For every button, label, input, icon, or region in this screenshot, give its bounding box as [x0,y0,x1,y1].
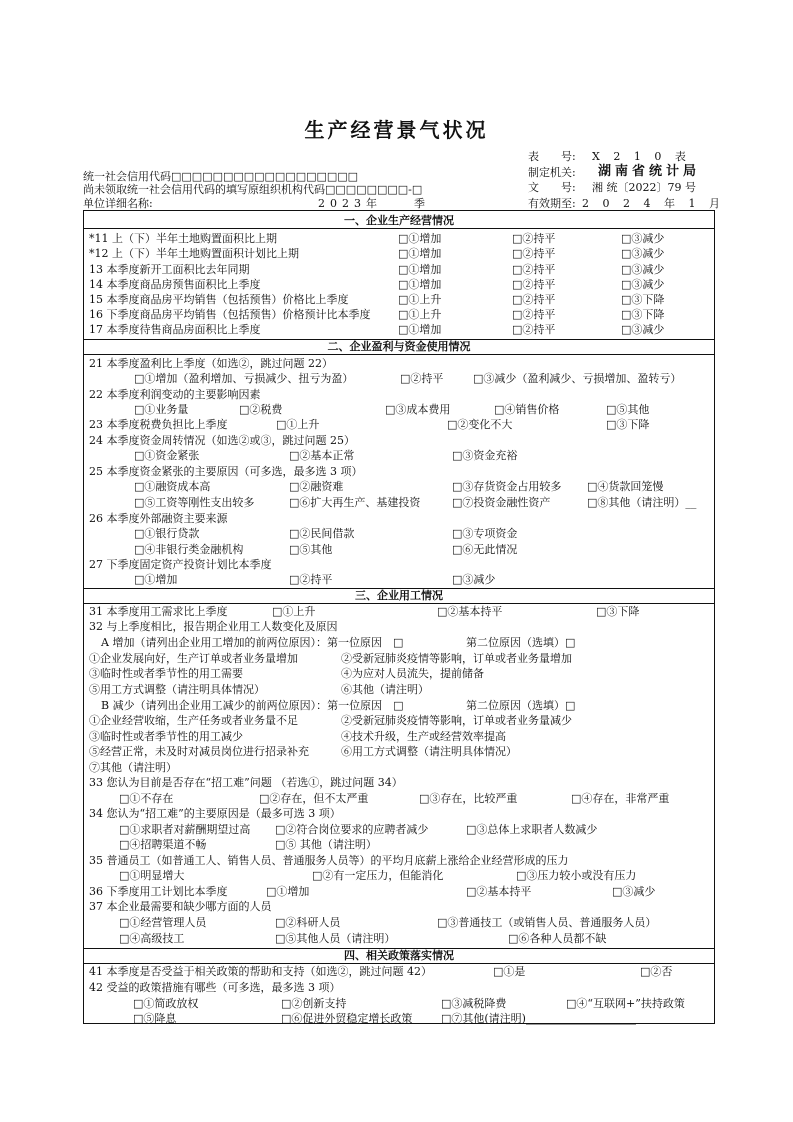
q42-option-6[interactable]: □⑥促进外贸稳定增长政策 [281,1012,413,1025]
q27-label: 27 下季度固定资产投资计划比本季度 [89,558,272,571]
q34-option-3[interactable]: □③总体上求职者人数减少 [466,823,598,836]
q24-label: 24 本季度资金周转情况（如选②或③，跳过问题 25） [89,434,355,447]
section-3-header: 三、企业用工情况 [355,589,443,602]
q13-option-3[interactable]: □③减少 [621,263,665,276]
q21-option-3[interactable]: □③减少（盈利减少、亏损增加、盈转亏） [473,372,682,385]
q22-option-1[interactable]: □①业务量 [134,403,189,416]
q32-decrease-reason-2: ②受新冠肺炎疫情等影响，订单或者业务量减少 [341,714,572,727]
page-title: 生产经营景气状况 [304,118,489,142]
q16-option-2[interactable]: □②持平 [512,308,556,321]
q24-option-3[interactable]: □③资金充裕 [452,449,518,462]
q15-option-2[interactable]: □②持平 [512,293,556,306]
q14-option-2[interactable]: □②持平 [512,278,556,291]
q15-option-1[interactable]: □①上升 [398,293,442,306]
q31-option-3[interactable]: □③下降 [596,605,640,618]
q13-option-2[interactable]: □②持平 [512,263,556,276]
q22-option-5[interactable]: □⑤其他 [606,403,650,416]
q41-label: 41 本季度是否受益于相关政策的帮助和支持（如选②，跳过问题 42） [89,965,432,978]
agency-label: 制定机关: [528,166,576,179]
q11-option-2[interactable]: □②持平 [512,232,556,245]
q14-label: 14 本季度商品房预售面积比上季度 [89,278,261,291]
q35-option-2[interactable]: □②有一定压力，但能消化 [312,869,444,882]
q32-label: 32 与上季度相比，报告期企业用工人数变化及原因 [89,620,338,633]
q25-option-2[interactable]: □②融资难 [289,480,344,493]
q32-increase-reason-4: ④为应对人员流失，提前储备 [341,667,484,680]
q37-option-3[interactable]: □③普通技工（或销售人员、普通服务人员） [437,916,657,929]
q17-option-3[interactable]: □③减少 [621,323,665,336]
q31-option-1[interactable]: □①上升 [272,605,316,618]
q13-option-1[interactable]: □①增加 [398,263,442,276]
q11-option-1[interactable]: □①增加 [398,232,442,245]
q31-label: 31 本季度用工需求比上季度 [89,605,228,618]
q32-increase-reason-2: ②受新冠肺炎疫情等影响，订单或者业务量增加 [341,652,572,665]
q32-increase-reason-6: ⑥其他（请注明） [341,683,429,696]
q11-label: *11 上（下）半年土地购置面积比上期 [89,232,277,245]
divider [83,354,715,355]
q25-option-8[interactable]: □⑧其他（请注明）__ [587,496,697,509]
q32-decrease-reason-4: ④技术升级，生产或经营效率提高 [341,730,506,743]
q37-option-5[interactable]: □⑤其他人员（请注明） [275,932,396,945]
q35-option-1[interactable]: □①明显增大 [119,869,185,882]
q17-label: 17 本季度待售商品房面积比上季度 [89,323,261,336]
q42-option-7[interactable]: □⑦其他(请注明)____________________ [441,1012,636,1025]
q42-option-5[interactable]: □⑤降息 [133,1012,177,1025]
q27-option-2[interactable]: □②持平 [289,573,333,586]
q32-increase-first-reason[interactable]: A 增加（请列出企业用工增加的前两位原因）：第一位原因 □ [101,636,404,649]
q37-option-6[interactable]: □⑥各种人员都不缺 [508,932,607,945]
agency-value: 湖南省统计局 [598,164,701,179]
q13-label: 13 本季度新开工面积比去年同期 [89,263,250,276]
divider [83,228,715,229]
q26-option-1[interactable]: □①银行贷款 [134,527,200,540]
q32-increase-second-reason[interactable]: 第二位原因（选填）□ [466,636,576,649]
q36-option-3[interactable]: □③减少 [612,885,656,898]
org-code-label: 尚未领取统一社会信用代码的填写原组织机构代码□□□□□□□□-□ [83,183,423,196]
q33-option-2[interactable]: □②存在，但不太严重 [259,792,369,805]
q33-option-3[interactable]: □③存在，比较严重 [419,792,518,805]
q26-option-5[interactable]: □⑤其他 [289,543,333,556]
q32-decrease-reason-1: ①企业经营收缩，生产任务或者业务量不足 [89,714,298,727]
q15-option-3[interactable]: □③下降 [621,293,665,306]
section-2-header: 二、企业盈利与资金使用情况 [327,340,471,353]
q27-option-1[interactable]: □①增加 [134,573,178,586]
valid-until-value: 2 0 2 4 年 1 月 [582,197,725,210]
section-4-header: 四、相关政策落实情况 [344,949,454,962]
q32-decrease-reason-6: ⑥用工方式调整（请注明具体情况） [341,745,517,758]
q23-option-1[interactable]: □①上升 [276,418,320,431]
q36-label: 36 下季度用工计划比本季度 [89,885,228,898]
q21-option-2[interactable]: □②持平 [400,372,444,385]
q25-option-6[interactable]: □⑥扩大再生产、基建投资 [289,496,421,509]
period-label: 2023年 季 [318,197,430,210]
q22-option-2[interactable]: □②税费 [239,403,283,416]
q25-option-7[interactable]: □⑦投资金融性资产 [452,496,551,509]
q42-option-1[interactable]: □①简政放权 [133,997,199,1010]
q34-option-4[interactable]: □④招聘渠道不畅 [119,838,207,851]
q37-option-4[interactable]: □④高级技工 [119,932,185,945]
q22-label: 22 本季度利润变动的主要影响因素 [89,388,261,401]
q17-option-2[interactable]: □②持平 [512,323,556,336]
q33-option-1[interactable]: □①不存在 [119,792,174,805]
q21-label: 21 本季度盈利比上季度（如选②，跳过问题 22） [89,357,333,370]
q11-option-3[interactable]: □③减少 [621,232,665,245]
q37-option-1[interactable]: □①经营管理人员 [119,916,207,929]
form-no-value: X 2 1 0 表 [592,150,691,163]
credit-code-label: 统一社会信用代码□□□□□□□□□□□□□□□□□□ [83,170,359,183]
q34-label: 34 您认为“招工难”的主要原因是（最多可选 3 项） [89,807,341,820]
q34-option-1[interactable]: □①求职者对薪酬期望过高 [119,823,251,836]
q32-decrease-first-reason[interactable]: B 减少（请列出企业用工减少的前两位原因）：第一位原因 □ [101,699,404,712]
q23-label: 23 本季度税费负担比上季度 [89,418,228,431]
q14-option-3[interactable]: □③减少 [621,278,665,291]
q33-label: 33 您认为目前是否存在“招工难”问题 （若选①，跳过问题 34） [89,776,403,789]
q14-option-1[interactable]: □①增加 [398,278,442,291]
q35-option-3[interactable]: □③压力较小或没有压力 [516,869,637,882]
q26-label: 26 本季度外部融资主要来源 [89,512,228,525]
q37-label: 37 本企业最需要和缺少哪方面的人员 [89,900,272,913]
q25-label: 25 本季度资金紧张的主要原因（可多选，最多选 3 项） [89,465,363,478]
q12-option-3[interactable]: □③减少 [621,247,665,260]
q23-option-2[interactable]: □②变化不大 [447,418,513,431]
q16-option-1[interactable]: □①上升 [398,308,442,321]
q36-option-2[interactable]: □②基本持平 [466,885,532,898]
q15-label: 15 本季度商品房平均销售（包括预售）价格比上季度 [89,293,349,306]
q26-option-3[interactable]: □③专项资金 [452,527,518,540]
q32-decrease-reason-3: ③临时性或者季节性的用工减少 [89,730,243,743]
q25-option-1[interactable]: □①融资成本高 [134,480,211,493]
q25-option-3[interactable]: □③存货资金占用较多 [452,480,562,493]
q23-option-3[interactable]: □③下降 [606,418,650,431]
q24-option-2[interactable]: □②基本正常 [289,449,355,462]
q36-option-1[interactable]: □①增加 [266,885,310,898]
valid-until-label: 有效期至: [528,197,576,210]
q32-decrease-second-reason[interactable]: 第二位原因（选填）□ [466,699,576,712]
unit-name-label: 单位详细名称: [83,197,153,210]
q42-option-2[interactable]: □②创新支持 [281,997,347,1010]
doc-no-value: 湘 统〔2022〕79 号 [592,181,696,194]
q26-option-2[interactable]: □②民间借款 [289,527,355,540]
q16-label: 16 下季度商品房平均销售（包括预售）价格预计比本季度 [89,308,371,321]
q12-label: *12 上（下）半年土地购置面积计划比上期 [89,247,299,260]
q32-decrease-reason-5: ⑤经营正常，未及时对减员岗位进行招录补充 [89,745,309,758]
q34-option-2[interactable]: □②符合岗位要求的应聘者减少 [275,823,429,836]
q42-label: 42 受益的政策措施有哪些（可多选，最多选 3 项） [89,981,341,994]
q42-option-3[interactable]: □③减税降费 [441,997,507,1010]
q35-label: 35 普通员工（如普通工人、销售人员、普通服务人员等）的平均月底薪上涨给企业经营形成的压力 [89,854,569,867]
q32-decrease-reason-7: ⑦其他（请注明） [89,761,177,774]
q12-option-2[interactable]: □②持平 [512,247,556,260]
q32-increase-reason-3: ③临时性或者季节性的用工需要 [89,667,243,680]
q41-option-1[interactable]: □①是 [493,965,526,978]
form-no-label: 表 号: [528,150,576,163]
q32-increase-reason-1: ①企业发展向好，生产订单或者业务量增加 [89,652,298,665]
q22-option-3[interactable]: □③成本费用 [385,403,451,416]
section-1-header: 一、企业生产经营情况 [344,214,454,227]
q25-option-5[interactable]: □⑤工资等刚性支出较多 [134,496,255,509]
q42-option-4[interactable]: □④“互联网+”扶持政策 [566,997,685,1010]
doc-no-label: 文 号: [528,181,576,194]
q25-option-4[interactable]: □④货款回笼慢 [587,480,664,493]
q26-option-6[interactable]: □⑥无此情况 [452,543,518,556]
q37-option-2[interactable]: □②科研人员 [275,916,341,929]
q26-option-4[interactable]: □④非银行类金融机构 [134,543,244,556]
q12-option-1[interactable]: □①增加 [398,247,442,260]
q41-option-2[interactable]: □②否 [640,965,673,978]
q31-option-2[interactable]: □②基本持平 [437,605,503,618]
q17-option-1[interactable]: □①增加 [398,323,442,336]
q27-option-3[interactable]: □③减少 [452,573,496,586]
divider [83,603,715,604]
q34-option-5[interactable]: □⑤ 其他（请注明） [275,838,377,851]
q33-option-4[interactable]: □④存在，非常严重 [571,792,670,805]
q32-increase-reason-5: ⑤用工方式调整（请注明具体情况） [89,683,265,696]
q22-option-4[interactable]: □④销售价格 [494,403,560,416]
q21-option-1[interactable]: □①增加（盈利增加、亏损减少、扭亏为盈） [134,372,354,385]
divider [83,963,715,964]
q16-option-3[interactable]: □③下降 [621,308,665,321]
q24-option-1[interactable]: □①资金紧张 [134,449,200,462]
